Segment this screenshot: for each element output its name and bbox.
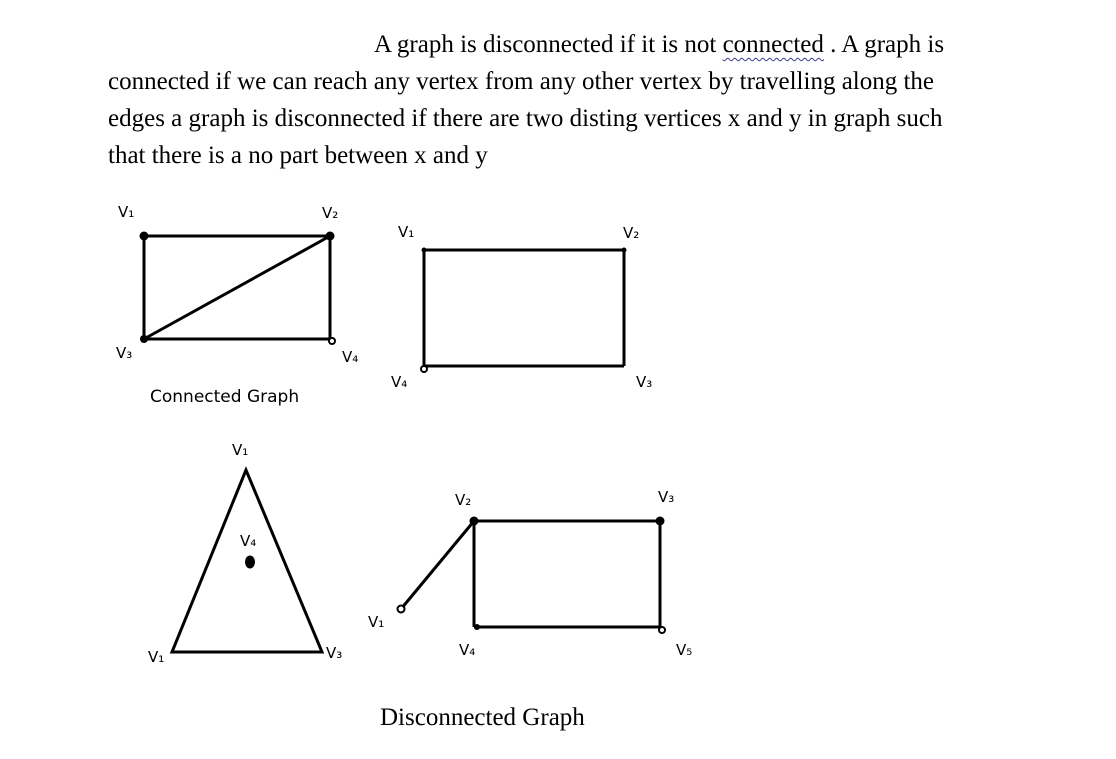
label-v4: V₄ bbox=[342, 348, 359, 366]
vertex-v1 bbox=[422, 248, 427, 253]
spellcheck-squiggle-word: connected bbox=[722, 31, 824, 58]
label-v1: V₁ bbox=[368, 613, 385, 631]
isolated-vertex-v4 bbox=[245, 556, 255, 569]
label-v3: V₃ bbox=[636, 373, 653, 391]
label-v4: V₄ bbox=[391, 373, 408, 391]
line1-pre-text: A graph is disconnected if it is not bbox=[374, 31, 723, 58]
vertex-v4 bbox=[329, 338, 335, 344]
label-v1: V₁ bbox=[398, 223, 415, 241]
label-bottom-right-v3: V₃ bbox=[326, 644, 343, 662]
label-inner-v4: V₄ bbox=[240, 532, 257, 550]
vertex-v3 bbox=[656, 517, 665, 526]
square-graph bbox=[391, 223, 652, 391]
vertex-v5 bbox=[659, 627, 665, 633]
label-bottom-left-v1: V₁ bbox=[148, 648, 165, 666]
label-v2: V₂ bbox=[322, 204, 339, 222]
triangle-graph bbox=[148, 441, 342, 666]
label-v1: V₁ bbox=[118, 203, 135, 221]
connected-graph bbox=[116, 203, 358, 407]
vertex-v2 bbox=[622, 248, 627, 253]
paragraph-line-2: connected if we can reach any vertex from any other vertex by travelling along the bbox=[108, 68, 935, 95]
label-v2: V₂ bbox=[623, 224, 640, 242]
disconnected-graph-caption: Disconnected Graph bbox=[380, 704, 585, 731]
label-v5: V₅ bbox=[676, 641, 693, 659]
paragraph-line-4: that there is a no part between x and y bbox=[108, 142, 488, 169]
vertex-v3 bbox=[140, 335, 148, 343]
vertex-v2 bbox=[326, 232, 335, 241]
line1-post-text: . A graph is bbox=[823, 31, 945, 58]
label-top-v1: V₁ bbox=[232, 441, 249, 459]
vertex-v1 bbox=[398, 606, 405, 613]
paragraph-line-3: edges a graph is disconnected if there are two disting vertices x and y in graph such bbox=[108, 105, 943, 132]
rectangle-pendant-graph bbox=[368, 488, 692, 659]
edge-v1-v2 bbox=[401, 521, 474, 609]
connected-graph-caption: Connected Graph bbox=[150, 387, 300, 407]
label-v3: V₃ bbox=[658, 488, 675, 506]
label-v3: V₃ bbox=[116, 344, 133, 362]
label-v4: V₄ bbox=[459, 641, 476, 659]
vertex-v2 bbox=[470, 517, 479, 526]
vertex-v4 bbox=[421, 366, 427, 372]
vertex-v4 bbox=[474, 624, 480, 630]
vertex-v1 bbox=[140, 232, 149, 241]
label-v2: V₂ bbox=[455, 491, 472, 509]
edge-v3-v2 bbox=[144, 236, 330, 339]
